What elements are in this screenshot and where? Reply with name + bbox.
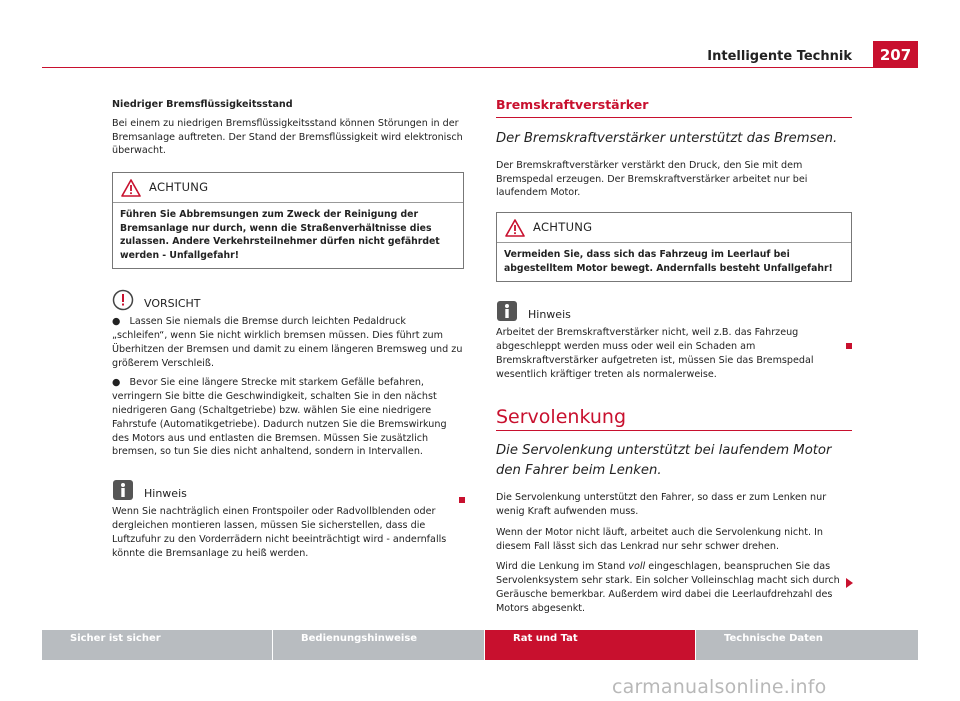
achtung-text: Führen Sie Abbremsungen zum Zweck der Reinigung der Bremsanlage nur durch, wenn die Straßenverhältnisse dies zulassen. Andere Verkehrsteilnehmer dürfen nicht gefährdet werden - Unfallgefahr! — [120, 209, 440, 261]
continue-arrow-icon — [846, 578, 853, 588]
section-end-marker — [846, 343, 852, 349]
subheading-brake-fluid: Niedriger Bremsflüssigkeitsstand — [112, 99, 293, 110]
achtung-box-right — [496, 212, 852, 282]
servolenkung-p1: Die Servolenkung unterstützt den Fahrer, so dass er zum Lenken nur wenig Kraft aufwenden muss. — [496, 492, 827, 517]
brake-fluid-intro: Bei einem zu niedrigen Bremsflüssigkeitsstand können Störungen in der Bremsanlage auftreten. Der Stand der Bremsflüssigkeit wird elektronisch überwacht. — [112, 117, 463, 157]
achtung-label-right: ACHTUNG — [533, 219, 593, 234]
section-title-servolenkung: Servolenkung — [496, 411, 852, 431]
vorsicht-label: VORSICHT — [144, 297, 201, 311]
tab-sicher-ist-sicher[interactable]: Sicher ist sicher — [42, 630, 272, 660]
watermark: carmanualsonline.info — [612, 676, 827, 698]
hinweis-text: Wenn Sie nachträglich einen Frontspoiler oder Radvollblenden oder dergleichen montieren lassen, müssen Sie sicherstellen, dass die Luftzufuhr zu den Vorderrädern nicht beeinträchtigt wird - andernfalls könnte die Bremsanlage zu heiß werden. — [112, 506, 447, 559]
achtung-header — [113, 173, 463, 203]
info-note-icon — [496, 300, 518, 322]
warning-triangle-icon — [505, 219, 525, 237]
bremskraftverstaerker-text: Der Bremskraftverstärker verstärkt den Druck, den Sie mit dem Bremspedal erzeugen. Der Bremskraftverstärker arbeitet nur bei laufendem Motor. — [496, 159, 808, 199]
achtung-header-right — [497, 213, 851, 243]
header-divider — [42, 67, 918, 68]
achtung-text-right: Vermeiden Sie, dass sich das Fahrzeug im Leerlauf bei abgestelltem Motor bewegt. Andernfalls besteht Unfallgefahr! — [504, 249, 833, 274]
tab-bedienungshinweise[interactable]: Bedienungshinweise — [273, 630, 484, 660]
section-lead-servolenkung: Die Servolenkung unterstützt bei laufendem Motor den Fahrer beim Lenken. — [496, 443, 832, 479]
hinweis-label: Hinweis — [144, 487, 187, 501]
section-lead-bremskraftverstaerker: Der Bremskraftverstärker unterstützt das Bremsen. — [496, 130, 838, 146]
right-column — [496, 98, 852, 623]
warning-triangle-icon — [121, 179, 141, 197]
chapter-tabs — [42, 630, 918, 660]
vorsicht-item: ● Bevor Sie eine längere Strecke mit starkem Gefälle befahren, verringern Sie bitte die Geschwindigkeit, schalten Sie in den nächst niedrigeren Gang (Schaltgetriebe) bzw. wählen Sie eine niedrigere Fahrstufe (Automatikgetriebe). Dadurch nutzen Sie die Bremswirkung des Motors aus und entlasten die Bremsen. Müssen Sie zusätzlich bremsen, so tun Sie dies nicht anhaltend, sondern in Intervallen. — [112, 377, 447, 458]
hinweis-header — [112, 479, 464, 501]
hinweis-header-right — [496, 300, 852, 322]
vorsicht-item: ● Lassen Sie niemals die Bremse durch leichten Pedaldruck „schleifen“, wenn Sie nicht wirklich bremsen müssen. Dies führt zum Überhitzen der Bremsen und damit zu einem längeren Bremsweg und zu größerem Verschleiß. — [112, 316, 463, 369]
hinweis-text-right: Arbeitet der Bremskraftverstärker nicht, weil z.B. das Fahrzeug abgeschleppt werden muss oder weil ein Schaden am Bremskraftverstärker aufgetreten ist, müssen Sie das Bremspedal wesentlich kräftiger treten als normalerweise. — [496, 327, 814, 380]
tab-rat-und-tat[interactable]: Rat und Tat — [485, 630, 695, 660]
achtung-label: ACHTUNG — [149, 179, 209, 194]
servolenkung-p2: Wenn der Motor nicht läuft, arbeitet auch die Servolenkung nicht. In diesem Fall lässt sich das Lenkrad nur sehr schwer drehen. — [496, 526, 823, 552]
left-column — [112, 98, 464, 567]
info-note-icon — [112, 479, 134, 501]
achtung-box — [112, 172, 464, 269]
page-number: 207 — [873, 41, 918, 67]
tab-technische-daten[interactable]: Technische Daten — [696, 630, 918, 660]
caution-circle-icon — [112, 289, 134, 311]
section-title-bremskraftverstaerker: Bremskraftverstärker — [496, 98, 852, 118]
servolenkung-p3: Wird die Lenkung im Stand voll eingeschlagen, beanspruchen Sie das Servolenksystem sehr stark. Ein solcher Volleinschlag macht sich durch Geräusche bemerkbar. Außerdem wird dabei die Leerlaufdrehzahl des Motors abgesenkt. — [496, 561, 840, 614]
vorsicht-header — [112, 289, 464, 311]
section-end-marker — [459, 497, 465, 503]
page-header-title: Intelligente Technik — [707, 49, 852, 64]
hinweis-label-right: Hinweis — [528, 308, 571, 322]
